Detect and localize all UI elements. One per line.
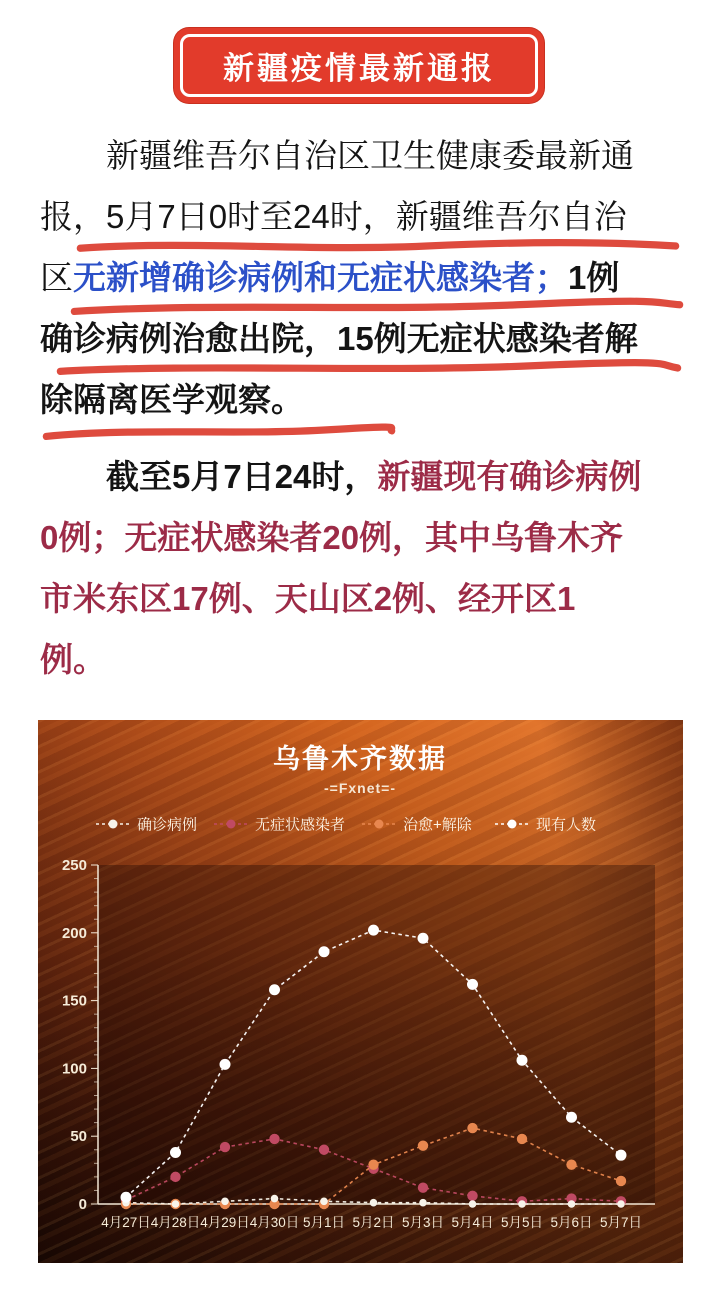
data-point	[518, 1200, 526, 1208]
para1-line1	[40, 125, 678, 186]
article-body	[0, 125, 718, 690]
data-point	[517, 1055, 528, 1066]
data-point	[418, 1183, 428, 1193]
data-point	[418, 1140, 428, 1150]
legend-label-确诊病例: 确诊病例	[137, 816, 198, 834]
red-underline-stroke-4	[42, 422, 398, 442]
data-point	[616, 1176, 626, 1186]
para2-line4-text: 例。	[40, 641, 106, 678]
para1-line5-text: 除隔离医学观察。	[40, 381, 304, 418]
para1-line4-text: 确诊病例治愈出院，15例无症状感染者解	[40, 320, 638, 357]
data-point	[269, 984, 280, 995]
data-point	[368, 925, 379, 936]
data-point	[469, 1200, 477, 1208]
data-point	[616, 1150, 627, 1161]
legend-label-治愈+解除: 治愈+解除	[403, 816, 472, 834]
news-badge	[174, 28, 544, 103]
x-tick-label: 4月30日	[249, 1215, 300, 1230]
data-point	[220, 1059, 231, 1070]
data-point	[370, 1199, 378, 1207]
para1-line3-prefix: 区	[40, 259, 73, 296]
news-badge-label: 新疆疫情最新通报	[223, 51, 495, 86]
data-point	[566, 1159, 576, 1169]
legend-dot-现有人数	[508, 820, 517, 829]
article-page	[0, 28, 718, 1263]
data-point	[566, 1112, 577, 1123]
x-tick-label: 4月28日	[150, 1215, 201, 1230]
chart-legend	[96, 816, 596, 834]
badge-row	[0, 28, 718, 103]
x-axis	[98, 1204, 655, 1230]
y-tick-label: 50	[70, 1128, 87, 1146]
x-tick-label: 5月6日	[550, 1215, 593, 1230]
chart-subtitle: -=Fxnet=-	[323, 780, 397, 796]
data-point	[271, 1195, 279, 1203]
para1-line2-text: 报，5月7日0时至24时，新疆维吾尔自治	[40, 198, 627, 235]
x-tick-label: 4月29日	[200, 1215, 250, 1230]
y-tick-label: 250	[61, 857, 87, 874]
data-point	[419, 1199, 427, 1207]
para2-line1-black: 截至5月7日24时，	[106, 458, 378, 495]
para2-line3-text: 市米东区17例、天山区2例、经开区1	[40, 580, 576, 617]
data-point	[170, 1147, 181, 1158]
y-tick-label: 150	[61, 992, 87, 1010]
y-tick-label: 200	[61, 924, 87, 942]
data-point	[121, 1192, 132, 1203]
para1-line1-text: 新疆维吾尔自治区卫生健康委最新通	[106, 137, 634, 174]
para2-line3	[40, 568, 678, 629]
covid-chart	[38, 720, 683, 1263]
para2-line1-red: 新疆现有确诊病例	[377, 458, 642, 495]
data-point	[320, 1197, 328, 1205]
para1-line3-highlight: 无新增确诊病例和无症状感染者；	[73, 259, 568, 296]
legend-dot-确诊病例	[109, 820, 118, 829]
data-point	[617, 1200, 625, 1208]
para1-line3	[40, 247, 678, 308]
legend-dot-治愈+解除	[375, 820, 384, 829]
para2-line2-text: 0例；无症状感染者20例，其中乌鲁木齐	[40, 519, 624, 556]
x-tick-label: 5月2日	[352, 1215, 395, 1230]
para1-line2	[40, 186, 678, 247]
chart-title: 乌鲁木齐数据	[273, 744, 447, 774]
data-point	[467, 979, 478, 990]
x-tick-label: 5月5日	[500, 1215, 544, 1230]
para1-line4	[40, 308, 678, 369]
data-point	[172, 1200, 180, 1208]
legend-label-现有人数: 现有人数	[536, 816, 597, 834]
data-point	[221, 1197, 229, 1205]
news-badge-frame	[180, 34, 538, 97]
data-point	[568, 1200, 576, 1208]
x-tick-label: 5月4日	[451, 1215, 494, 1230]
para2-line4	[40, 629, 678, 690]
x-tick-label: 5月3日	[401, 1215, 445, 1230]
para1-line5	[40, 369, 678, 430]
y-tick-label: 100	[61, 1060, 87, 1078]
legend-label-无症状感染者: 无症状感染者	[255, 816, 346, 834]
data-point	[467, 1191, 477, 1201]
data-point	[467, 1123, 477, 1133]
x-tick-label: 5月1日	[302, 1215, 346, 1230]
data-point	[319, 1145, 329, 1155]
data-point	[170, 1172, 180, 1182]
para1-line3-bold: 1例	[568, 259, 620, 296]
urumqi-chart-svg	[38, 720, 683, 1263]
x-tick-label: 5月7日	[599, 1215, 643, 1230]
data-point	[220, 1142, 230, 1152]
data-point	[368, 1159, 378, 1169]
data-point	[418, 933, 429, 944]
legend-dot-无症状感染者	[227, 820, 236, 829]
data-point	[319, 946, 330, 957]
para2-line2	[40, 507, 678, 568]
y-axis	[62, 857, 98, 1213]
data-point	[517, 1134, 527, 1144]
y-tick-label: 0	[78, 1196, 87, 1213]
data-point	[269, 1134, 279, 1144]
x-tick-label: 4月27日	[101, 1215, 151, 1230]
plot-panel	[98, 865, 655, 1204]
para2-line1	[40, 446, 678, 507]
